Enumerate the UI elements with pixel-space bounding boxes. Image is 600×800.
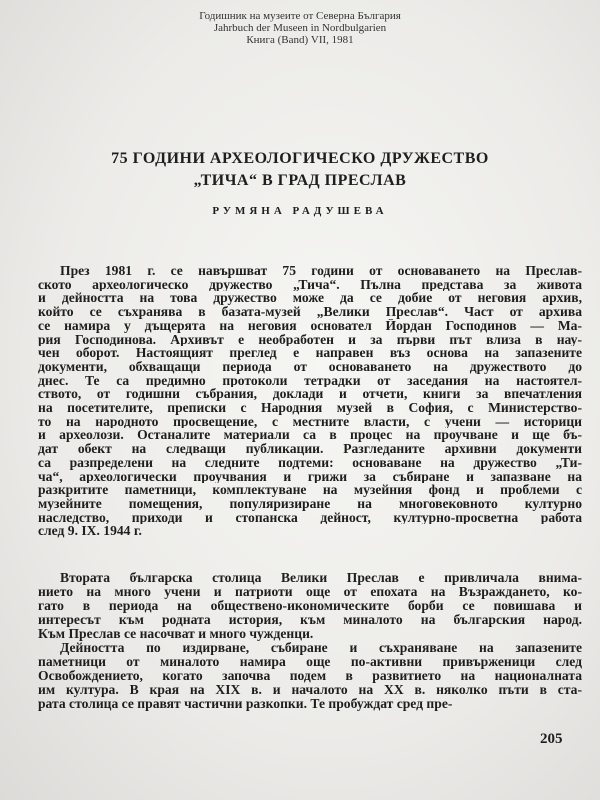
text-line: днес. Те са предимно протоколи тетрадки от заседания на настоятел- [38, 373, 582, 388]
header-line: Годишник на музеите от Северна България [199, 10, 401, 22]
title-line: 75 ГОДИНИ АРХЕОЛОГИЧЕСКО ДРУЖЕСТВО [111, 150, 489, 167]
text-line: През 1981 г. се навършват 75 години от основаването на Преслав- [60, 264, 582, 278]
text-line: им култура. В края на XIX в. и началото на XX в. няколко пъти в ста- [38, 683, 582, 697]
text-line: на посетителите, преписки с Народния музей в София, с Министерство- [38, 401, 582, 415]
text-line: Дейността по издирване, събиране и съхраняване на запазените [60, 641, 582, 655]
paragraph-1 [38, 264, 582, 538]
text-line: и дейността на това дружество може да се добие от неговия архив, [38, 291, 582, 306]
text-line: рия Господинова. Архивът е необработен и за първи път влиза в нау- [38, 332, 582, 347]
text-line: ското археологическо дружество „Тича“. Пълна представа за живота [38, 277, 582, 292]
text-line: са разпределени на следните подтеми: основаване на дружество „Ти- [38, 455, 582, 470]
page-number: 205 [540, 731, 563, 747]
text-line: чен оборот. Настоящият преглед е направен въз основа на запазените [38, 346, 582, 360]
text-line: след 9. IX. 1944 г. [38, 524, 142, 539]
header-line: Книга (Band) VII, 1981 [246, 34, 354, 46]
text-line: дат обект на следващи публикации. Разгледаните архивни документи [38, 442, 582, 456]
text-line: документи, обхващащи периода от основаването на дружеството до [38, 359, 582, 374]
text-line: наследство, приходи и стопанска дейност, културно-просветна работа [38, 510, 582, 525]
author-name: РУМЯНА РАДУШЕВА [212, 205, 388, 217]
text-line: рата столица се правят частични разкопки. Те пробуждат сред пре- [38, 697, 453, 711]
text-line: паметници от миналото намира още по-активни привърженици след [38, 655, 582, 669]
text-line: който се съхранява в базата-музей „Велики Преслав“. Част от архива [38, 305, 582, 319]
text-line: се намира у дъщерята на неговия основател Йордан Господинов — Ма- [38, 318, 582, 333]
text-line: ството, от годишни събрания, доклади и отчети, книги за впечатления [38, 387, 582, 402]
text-line: Освобождението, когато започва подем в развитието на националната [38, 669, 582, 683]
text-line: музейните помещения, популяризиране на многовековното културно [38, 496, 582, 511]
journal-header [0, 10, 600, 46]
paragraph-2 [38, 571, 582, 711]
title-line: „ТИЧА“ В ГРАД ПРЕСЛАВ [193, 172, 407, 189]
header-line: Jahrbuch der Museen in Nordbulgarien [213, 22, 387, 34]
text-line: разкритите паметници, комплектуване на музейния фонд и проблеми с [38, 483, 582, 497]
text-line: интересът към родната история, към миналото на българския народ. [38, 613, 582, 627]
text-line: и археолози. Останалите материали са в процес на проучване и ще бъ- [38, 428, 582, 443]
text-line: нието на много учени и патриоти още от епохата на Възраждането, ко- [38, 585, 582, 599]
text-line: Втората българска столица Велики Преслав е привличала внима- [60, 571, 582, 585]
text-line: ча“, археологически проучвания и грижи за събиране и запазване на [38, 469, 582, 484]
text-line: то на народното просвещение, с местните власти, с учени — историци [38, 414, 582, 429]
text-line: гато в периода на обществено-икономическите борби се повишава и [38, 599, 582, 613]
article-title [0, 148, 600, 192]
text-line: Към Преслав се насочват и много чужденци. [38, 627, 314, 641]
